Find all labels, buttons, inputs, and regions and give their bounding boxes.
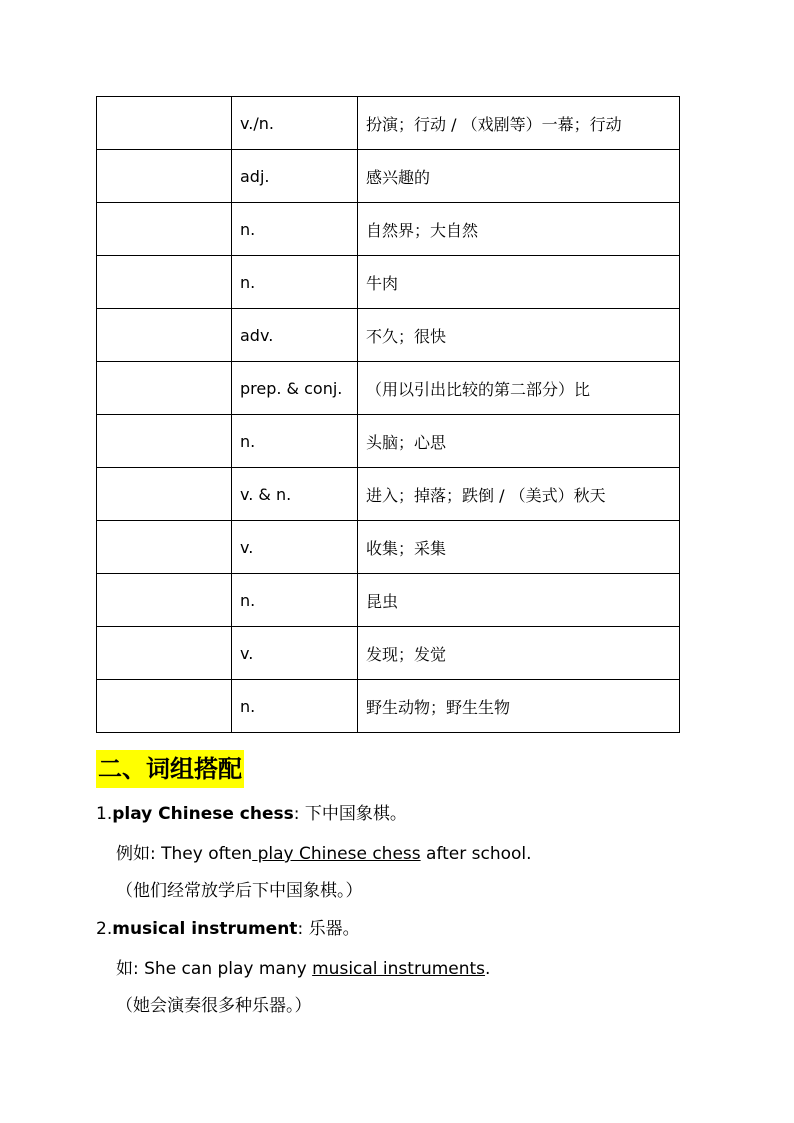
table-row — [97, 680, 680, 733]
word-cell — [97, 203, 232, 256]
phrase-1-example — [116, 843, 532, 865]
meaning-cell: 感兴趣的 — [358, 150, 680, 203]
phrase-1-example-phrase: play Chinese chess — [252, 844, 421, 864]
phrase-1-meaning: 下中国象棋。 — [304, 804, 407, 824]
pos-cell: v. — [232, 627, 358, 680]
word-cell — [97, 309, 232, 362]
pos-cell: n. — [232, 574, 358, 627]
table-row — [97, 362, 680, 415]
pos-cell: v./n. — [232, 97, 358, 150]
word-cell — [97, 574, 232, 627]
phrase-2-example-prefix: 如: She can play many — [116, 959, 313, 979]
phrase-1-term: play Chinese chess — [112, 804, 294, 824]
pos-cell: adv. — [232, 309, 358, 362]
table-row — [97, 309, 680, 362]
meaning-cell: （用以引出比较的第二部分）比 — [358, 362, 680, 415]
pos-cell: n. — [232, 415, 358, 468]
pos-cell: adj. — [232, 150, 358, 203]
phrase-1-translation: （他们经常放学后下中国象棋。） — [116, 881, 363, 901]
phrase-2-meaning: 乐器。 — [308, 919, 360, 939]
pos-cell: v. — [232, 521, 358, 574]
meaning-cell: 进入；掉落；跌倒 / （美式）秋天 — [358, 468, 680, 521]
meaning-cell: 自然界；大自然 — [358, 203, 680, 256]
word-cell — [97, 150, 232, 203]
meaning-cell: 不久；很快 — [358, 309, 680, 362]
pos-cell: v. & n. — [232, 468, 358, 521]
phrase-2-term: musical instrument — [112, 919, 298, 939]
table-row — [97, 627, 680, 680]
word-cell — [97, 468, 232, 521]
table-row — [97, 574, 680, 627]
table-row — [97, 97, 680, 150]
table-row — [97, 521, 680, 574]
phrase-1 — [96, 803, 407, 825]
vocabulary-table-body — [97, 97, 680, 733]
meaning-cell: 扮演；行动 / （戏剧等）一幕；行动 — [358, 97, 680, 150]
table-row — [97, 150, 680, 203]
meaning-cell: 头脑；心思 — [358, 415, 680, 468]
pos-cell: n. — [232, 680, 358, 733]
meaning-cell: 昆虫 — [358, 574, 680, 627]
phrase-2-number: 2. — [96, 919, 113, 939]
word-cell — [97, 680, 232, 733]
section-heading: 二、词组搭配 — [96, 750, 244, 788]
meaning-cell: 发现；发觉 — [358, 627, 680, 680]
word-cell — [97, 415, 232, 468]
meaning-cell: 牛肉 — [358, 256, 680, 309]
pos-cell: n. — [232, 256, 358, 309]
word-cell — [97, 627, 232, 680]
phrase-1-number: 1. — [96, 804, 113, 824]
word-cell — [97, 362, 232, 415]
phrase-2-example — [116, 958, 490, 980]
table-row — [97, 415, 680, 468]
phrase-2 — [96, 918, 360, 940]
phrase-2-example-suffix: . — [485, 959, 491, 979]
word-cell — [97, 521, 232, 574]
word-cell — [97, 97, 232, 150]
meaning-cell: 野生动物；野生生物 — [358, 680, 680, 733]
phrase-2-translation: （她会演奏很多种乐器。） — [116, 996, 312, 1016]
meaning-cell: 收集；采集 — [358, 521, 680, 574]
word-cell — [97, 256, 232, 309]
phrase-2-example-phrase: musical instruments — [312, 959, 486, 979]
phrase-1-separator: : — [293, 804, 305, 824]
pos-cell: prep. & conj. — [232, 362, 358, 415]
phrase-1-example-suffix: after school. — [420, 844, 532, 864]
table-row — [97, 203, 680, 256]
phrase-2-separator: : — [297, 919, 309, 939]
pos-cell: n. — [232, 203, 358, 256]
table-row — [97, 256, 680, 309]
vocabulary-table — [96, 96, 680, 733]
phrase-1-example-prefix: 例如: They often — [116, 844, 253, 864]
table-row — [97, 468, 680, 521]
